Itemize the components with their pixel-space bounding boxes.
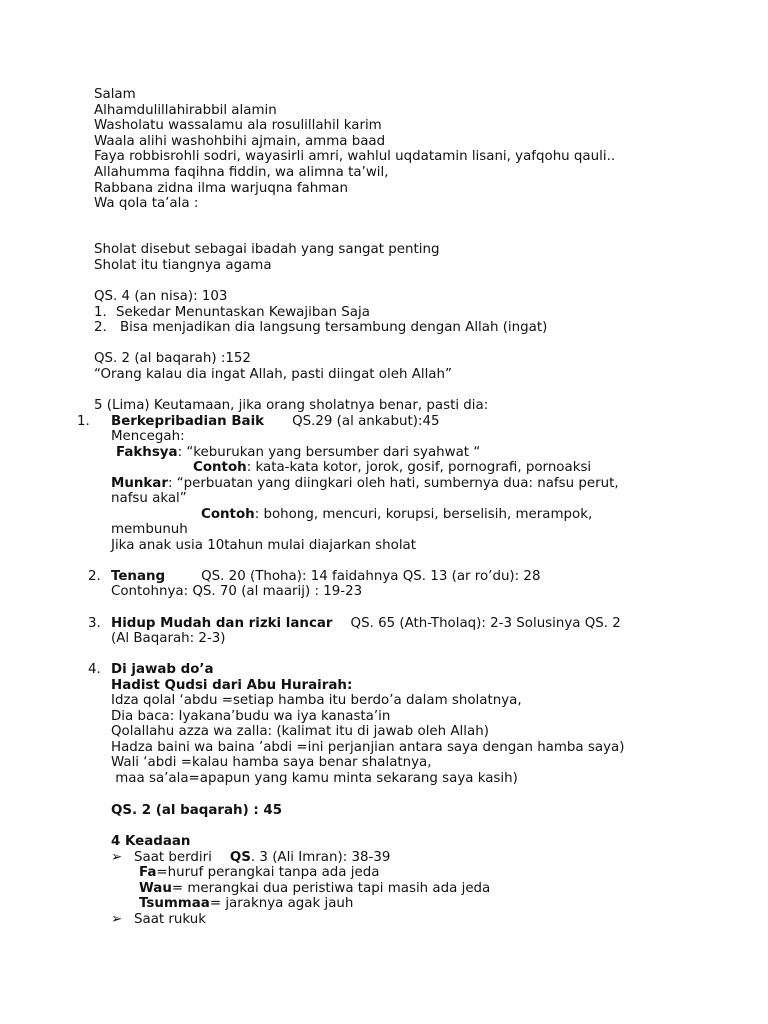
hadist-line: Qolallahu azza wa zalla: (kalimat itu di jawab oleh Allah) — [111, 724, 489, 740]
qs2-quote: “Orang kalau dia ingat Allah, pasti diingat oleh Allah” — [94, 367, 452, 382]
item1-mencegah: Mencegah: — [111, 429, 185, 444]
munkar-label: Munkar — [111, 476, 168, 491]
tsummaa-label: Tsummaa — [139, 896, 210, 911]
intro-block — [94, 87, 615, 212]
item2-title-line — [111, 569, 540, 585]
hadist-line: maa sa’ala=apapun yang kamu minta sekarang saya kasih) — [111, 770, 518, 786]
qs4-num-2: 2. — [94, 320, 107, 335]
keadaan-heading — [111, 834, 190, 850]
hadist-line: Dia baca: Iyakana’budu wa iya kanasta’in — [111, 708, 391, 724]
fakhsya-label: Fakhsya — [116, 445, 178, 460]
item3-ref: QS. 65 (Ath-Tholaq): 2-3 Solusinya QS. 2 — [350, 616, 621, 631]
keadaan-heading-text: 4 Keadaan — [111, 834, 191, 849]
item1-title: Berkepribadian Baik — [111, 414, 265, 429]
intro-line: Allahumma faqihna fiddin, wa alimna ta’wil, — [94, 164, 389, 180]
saat-berdiri: Saat berdiri — [134, 850, 212, 865]
saat-berdiri-line — [134, 850, 390, 866]
tsummaa-line — [139, 896, 353, 912]
munkar-continuation: nafsu akal” — [111, 491, 187, 506]
sholat-line: Sholat itu tiangnya agama — [94, 257, 272, 273]
item3-title: Hidup Mudah dan rizki lancar — [111, 616, 333, 631]
sholat-block — [94, 242, 439, 273]
hadist-heading-text: Hadist Qudsi dari Abu Hurairah: — [111, 678, 353, 693]
item1-ref: QS.29 (al ankabut):45 — [292, 414, 440, 429]
item2-title: Tenang — [111, 569, 166, 584]
contoh1-text: : kata-kata kotor, jorok, gosif, pornografi, pornoaksi — [246, 460, 592, 475]
intro-line: Faya robbisrohli sodri, wayasirli amri, wahlul uqdatamin lisani, yafqohu qauli.. — [94, 149, 616, 165]
saat-rukuk: Saat rukuk — [134, 912, 206, 927]
item4-number: 4. — [88, 662, 101, 677]
wau-label: Wau — [139, 881, 172, 896]
fa-label: Fa — [139, 865, 157, 880]
item2-contoh: Contohnya: QS. 70 (al maarij) : 19-23 — [111, 584, 363, 599]
item1-number: 1. — [77, 414, 90, 429]
hadist-line: Wali ‘abdi =kalau hamba saya benar shalatnya, — [111, 755, 432, 771]
munkar-line — [111, 476, 619, 492]
qs-ref: . 3 (Ali Imran): 38-39 — [250, 850, 391, 865]
hadist-block — [111, 693, 624, 787]
hadist-heading — [111, 678, 352, 694]
intro-line: Rabbana zidna ilma warjuqna fahman — [94, 180, 348, 196]
contoh2-label: Contoh — [201, 507, 255, 522]
intro-line: Waala alihi washohbihi ajmain, amma baad — [94, 133, 386, 149]
contoh1-label: Contoh — [193, 460, 247, 475]
qs2-title: QS. 2 (al baqarah) :152 — [94, 351, 251, 366]
sholat-line: Sholat disebut sebagai ibadah yang sangat penting — [94, 242, 440, 257]
item3-continuation: (Al Baqarah: 2-3) — [111, 631, 226, 646]
qs4-item-2: Bisa menjadikan dia langsung tersambung dengan Allah (ingat) — [120, 320, 548, 335]
qs-label: QS — [229, 850, 251, 865]
hadist-line: Idza qolal ‘abdu =setiap hamba itu berdo’a dalam sholatnya, — [111, 693, 522, 708]
munkar-text: : “perbuatan yang diingkari oleh hati, sumbernya dua: nafsu perut, — [167, 476, 619, 491]
item4-title-text: Di jawab do’a — [111, 662, 214, 677]
item2-number: 2. — [88, 569, 101, 584]
keutamaan-heading: 5 (Lima) Keutamaan, jika orang sholatnya benar, pasti dia: — [94, 398, 489, 413]
fa-text: =huruf perangkai tanpa ada jeda — [156, 865, 380, 880]
contoh2-line — [201, 507, 592, 523]
qs45-heading-text: QS. 2 (al baqarah) : 45 — [111, 803, 283, 818]
wau-line — [139, 881, 490, 897]
fa-line — [139, 865, 379, 881]
item3-title-line — [111, 616, 621, 632]
hadist-line: Hadza baini wa baina ’abdi =ini perjanjian antara saya dengan hamba saya) — [111, 739, 625, 755]
fakhsya-text: : “keburukan yang bersumber dari syahwat “ — [177, 445, 481, 460]
item3-number: 3. — [88, 616, 101, 631]
contoh1-line — [193, 460, 591, 476]
qs4-num-1: 1. — [94, 305, 107, 320]
item2-ref: QS. 20 (Thoha): 14 faidahnya QS. 13 (ar ro’du): 28 — [201, 569, 541, 584]
qs45-heading — [111, 803, 282, 819]
contoh2-text: : bohong, mencuri, korupsi, berselisih, merampok, — [254, 507, 593, 522]
fakhsya-line — [116, 445, 480, 461]
intro-line: Wa qola ta’ala : — [94, 196, 199, 212]
bullet-icon: ➢ — [111, 850, 123, 865]
qs4-item-1: Sekedar Menuntaskan Kewajiban Saja — [116, 305, 370, 320]
intro-line: Salam — [94, 87, 136, 102]
item1-title-line — [111, 414, 440, 430]
qs4-title: QS. 4 (an nisa): 103 — [94, 289, 228, 304]
wau-text: = merangkai dua peristiwa tapi masih ada jeda — [171, 881, 491, 896]
contoh2-continuation: membunuh — [111, 522, 188, 537]
intro-line: Washolatu wassalamu ala rosulillahil karim — [94, 118, 382, 134]
item4-title — [111, 662, 214, 678]
item1-anak: Jika anak usia 10tahun mulai diajarkan sholat — [111, 538, 417, 553]
bullet-icon: ➢ — [111, 912, 123, 927]
intro-line: Alhamdulillahirabbil alamin — [94, 102, 277, 118]
tsummaa-text: = jaraknya agak jauh — [209, 896, 354, 911]
